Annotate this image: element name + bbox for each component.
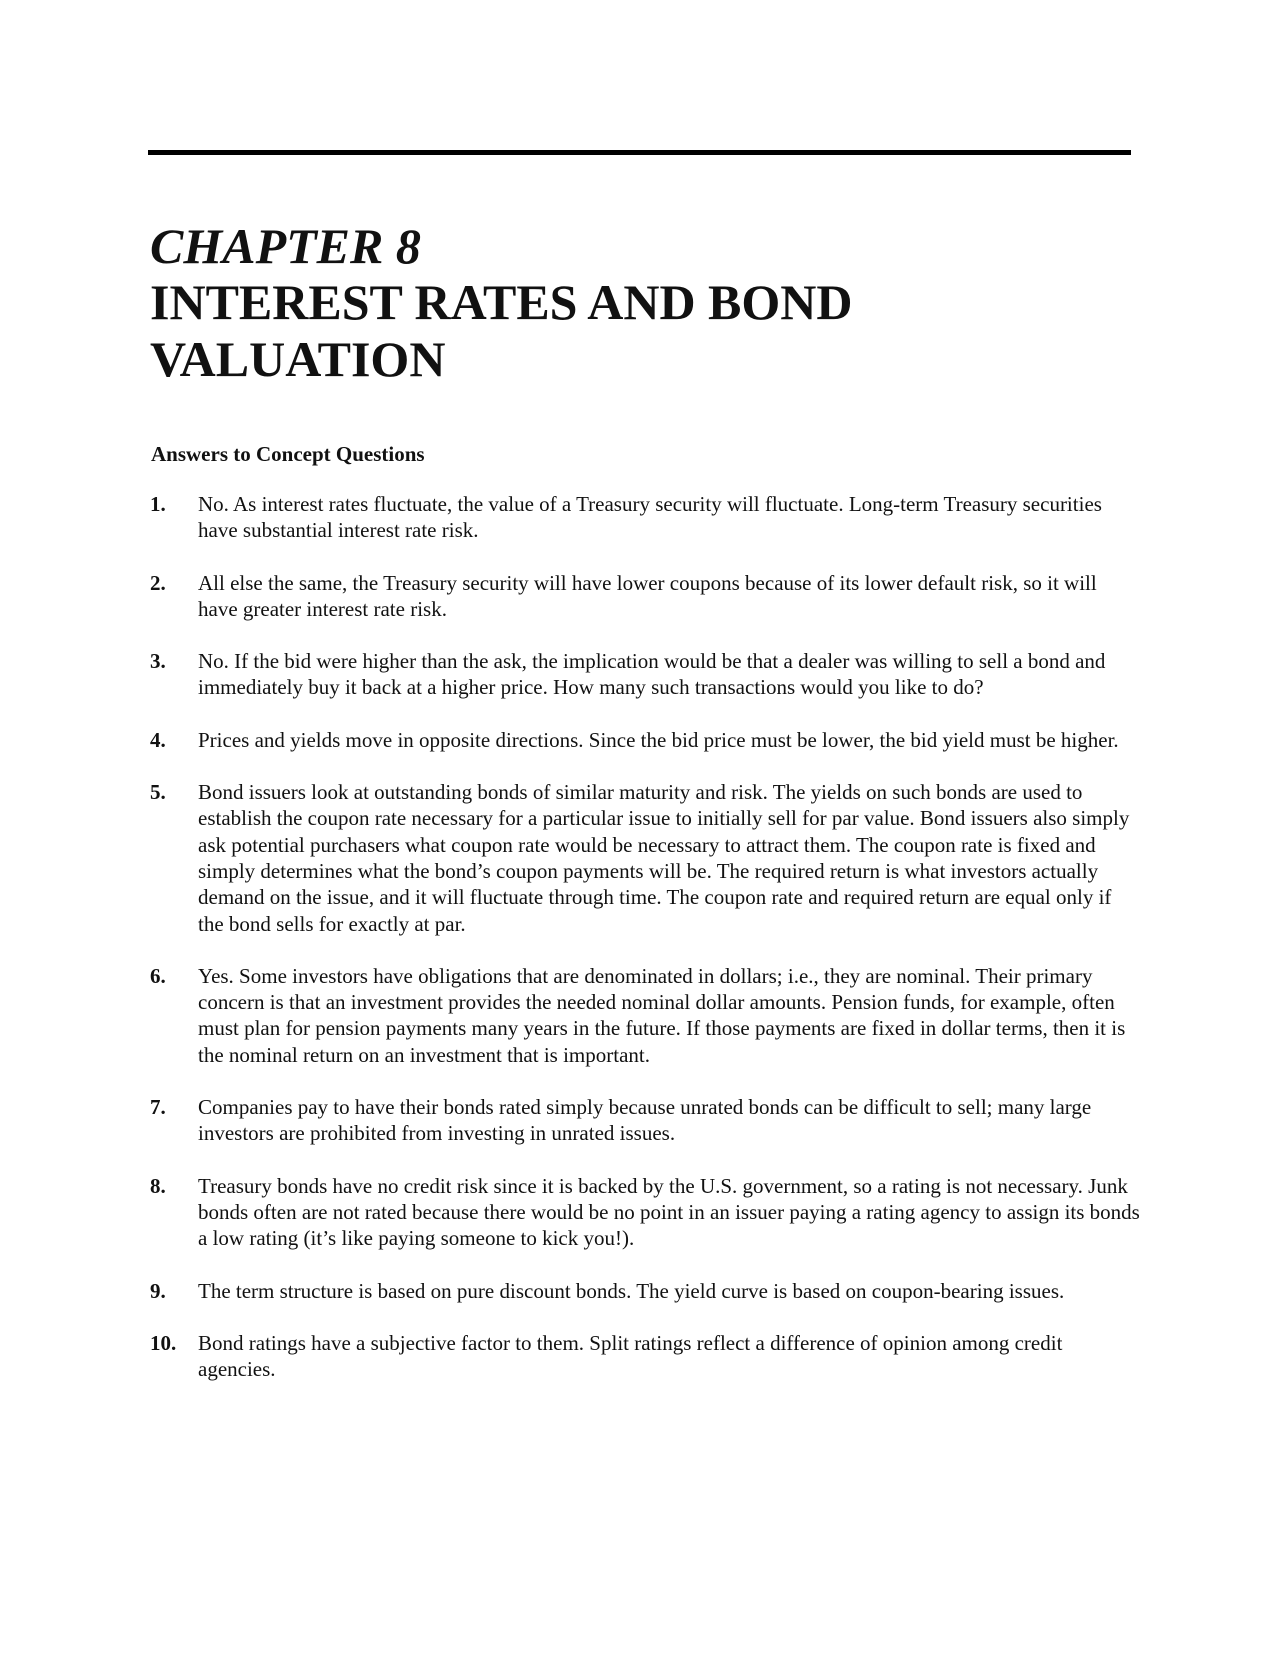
answer-text: Prices and yields move in opposite directions. Since the bid price must be lower, the bid yield must be higher. — [198, 727, 1119, 752]
answer-text: Yes. Some investors have obligations that are denominated in dollars; i.e., they are nominal. Their primary concern is that an investment provides the needed nominal dollar amounts. Pension funds, for example, often must plan for pension payments many years in the future. If those payments are fixed in dollar terms, then it is the nominal return on an investment that is important. — [198, 963, 1126, 1067]
answer-item-8 — [150, 1173, 1140, 1252]
answer-item-1 — [150, 491, 1140, 544]
answer-number: 3. — [150, 649, 166, 674]
answer-number: 8. — [150, 1173, 166, 1198]
top-rule-divider — [148, 150, 1131, 155]
answer-text: The term structure is based on pure discount bonds. The yield curve is based on coupon-bearing issues. — [198, 1278, 1065, 1303]
answer-text: All else the same, the Treasury security will have lower coupons because of its lower default risk, so it will have greater interest rate risk. — [198, 570, 1097, 621]
answer-item-2 — [150, 570, 1140, 623]
answer-item-3 — [150, 648, 1140, 701]
answer-number: 7. — [150, 1095, 166, 1120]
answer-text: Companies pay to have their bonds rated simply because unrated bonds can be difficult to sell; many large investors are prohibited from investing in unrated issues. — [198, 1095, 1092, 1146]
answer-item-5 — [150, 779, 1140, 937]
answer-text: No. If the bid were higher than the ask, the implication would be that a dealer was willing to sell a bond and immediately buy it back at a higher price. How many such transactions would you like to do? — [198, 649, 1106, 700]
answer-number: 1. — [150, 492, 166, 516]
section-heading: Answers to Concept Questions — [151, 442, 425, 466]
answer-item-4 — [150, 727, 1140, 753]
answer-number: 9. — [150, 1278, 166, 1303]
answer-item-6 — [150, 963, 1140, 1068]
answer-item-9 — [150, 1278, 1140, 1304]
chapter-title: INTEREST RATES AND BOND VALUATION — [150, 274, 853, 387]
answer-text: Bond issuers look at outstanding bonds of similar maturity and risk. The yields on such bonds are used to establish the coupon rate necessary for a particular issue to initially sell for par value. Bond issuers also simply ask potential purchasers what coupon rate would be necessary to attract them. The coupon rate is fixed and simply determines what the bond’s coupon payments will be. The required return is what investors actually demand on the issue, and it will fluctuate through time. The coupon rate and required return are equal only if the bond sells for exactly at par. — [198, 780, 1130, 936]
answer-text: Bond ratings have a subjective factor to them. Split ratings reflect a difference of opinion among credit agencies. — [198, 1330, 1063, 1382]
chapter-label: CHAPTER 8 — [150, 218, 421, 274]
answer-text: Treasury bonds have no credit risk since it is backed by the U.S. government, so a rating is not necessary. Junk bonds often are not rated because there would be no point in an issuer paying a rating agency to assign its bonds a low rating (it’s like paying someone to kick you!). — [198, 1173, 1140, 1251]
answer-number: 6. — [150, 963, 166, 988]
answer-number: 10. — [150, 1330, 177, 1355]
answer-text: No. As interest rates fluctuate, the value of a Treasury security will fluctuate. Long-term Treasury securities have substantial interest rate risk. — [198, 492, 1102, 543]
answer-number: 4. — [150, 727, 166, 752]
answer-number: 2. — [150, 570, 166, 595]
answer-list — [150, 491, 1140, 1408]
answer-item-10 — [150, 1330, 1140, 1383]
answer-number: 5. — [150, 780, 166, 805]
answer-item-7 — [150, 1094, 1140, 1147]
